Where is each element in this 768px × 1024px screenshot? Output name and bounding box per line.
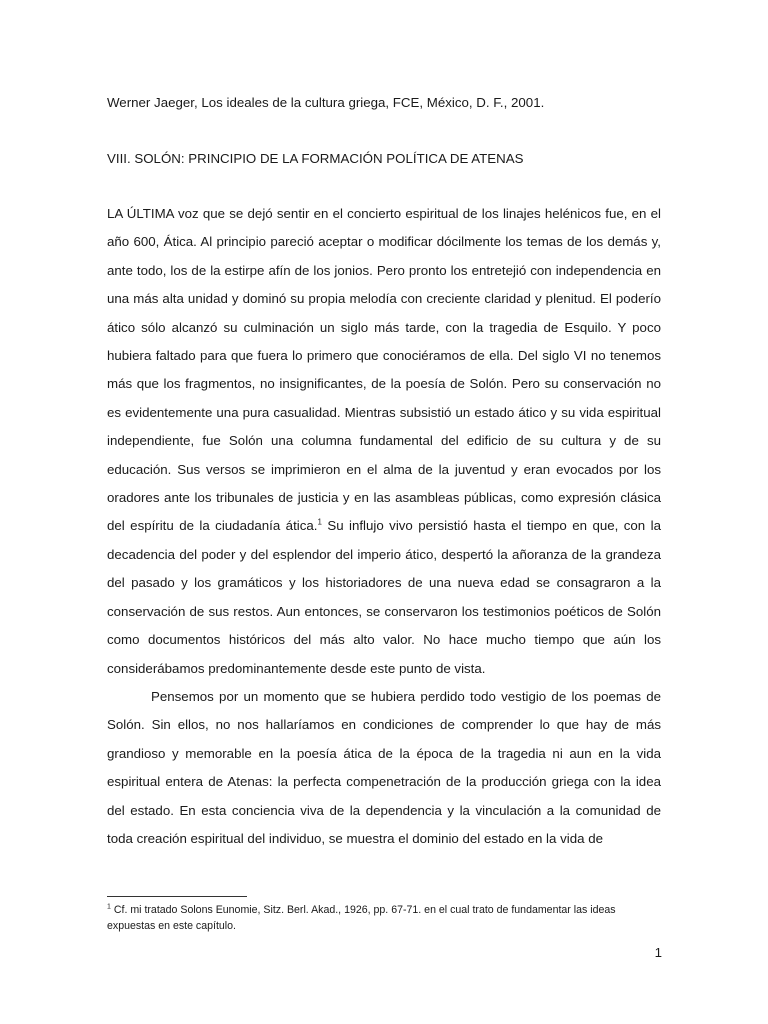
paragraph-1-text: LA ÚLTIMA voz que se dejó sentir en el concierto espiritual de los linajes helénicos fue, en el año 600, Ática. Al principio pareció aceptar o modificar dócilmente los temas de los demás y, ante todo, los de la estirpe afín de los jonios. Pero pronto los entretejió con independencia en una más alta unidad y dominó su propia melodía con creciente claridad y plenitud. El poderío ático sólo alcanzó su culminación un siglo más tarde, con la tragedia de Esquilo. Y poco hubiera faltado para que fuera lo primero que conociéramos de ella. Del siglo VI no tenemos más que los fragmentos, no insignificantes, de la poesía de Solón. Pero su conservación no es evidentemente una pura casualidad. Mientras subsistió un estado ático y su vida espiritual independiente, fue Solón una columna fundamental del edificio de su cultura y de su educación. Sus versos se imprimieron en el alma de la juventud y eran evocados por los oradores ante los tribunales de justicia y en las asambleas públicas, como expresión clásica del espíritu de la ciudadanía ática. bbox=[107, 206, 661, 534]
bibliographic-citation: Werner Jaeger, Los ideales de la cultura griega, FCE, México, D. F., 2001. bbox=[107, 95, 545, 110]
footnote-text: Cf. mi tratado Solons Eunomie, Sitz. Berl. Akad., 1926, pp. 67-71. en el cual trato de fundamentar las ideas expuestas en este capítulo. bbox=[107, 904, 616, 932]
footnote bbox=[107, 902, 661, 934]
paragraph-1-continuation: Su influjo vivo persistió hasta el tiempo en que, con la decadencia del poder y del esplendor del imperio ático, despertó la añoranza de la grandeza del pasado y los gramáticos y los historiadores de una nueva edad se consagraron a la conservación de sus restos. Aun entonces, se conservaron los testimonios poéticos de Solón como documentos históricos del más alto valor. No hace mucho tiempo que aún los considerábamos predominantemente desde este punto de vista. bbox=[107, 518, 661, 676]
page-number: 1 bbox=[654, 945, 662, 960]
paragraph-1 bbox=[107, 200, 661, 683]
footnote-reference[interactable]: 1 bbox=[317, 518, 322, 528]
footnote-number: 1 bbox=[107, 903, 111, 911]
footnote-separator bbox=[107, 896, 247, 897]
chapter-heading: VIII. SOLÓN: PRINCIPIO DE LA FORMACIÓN POLÍTICA DE ATENAS bbox=[107, 151, 524, 166]
paragraph-2: Pensemos por un momento que se hubiera perdido todo vestigio de los poemas de Solón. Sin ellos, no nos hallaríamos en condiciones de comprender lo que hay de más grandioso y memorable en la poesía ática de la época de la tragedia ni aun en la vida espiritual entera de Atenas: la perfecta compenetración de la producción griega con la idea del estado. En esta conciencia viva de la dependencia y la vinculación a la comunidad de toda creación espiritual del individuo, se muestra el dominio del estado en la vida de bbox=[107, 688, 661, 846]
body-text bbox=[107, 200, 661, 853]
